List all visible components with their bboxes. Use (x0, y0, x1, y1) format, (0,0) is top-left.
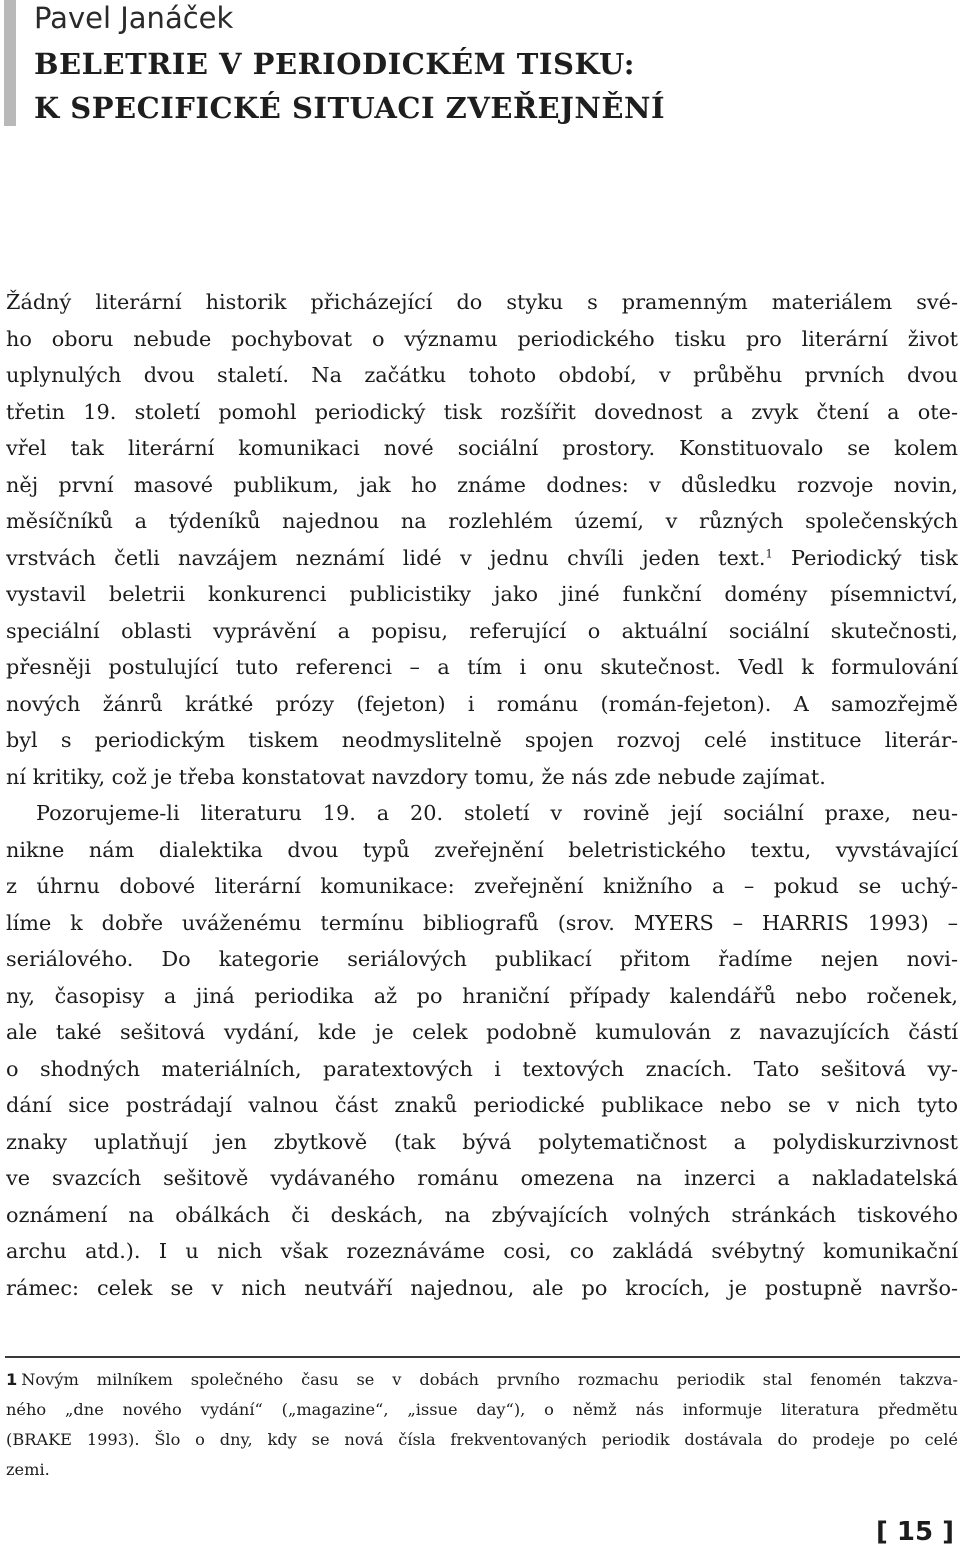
article-header (34, 0, 950, 130)
text-line: ale také sešitová vydání, kde je celek podobně kumulován z navazujících částí (6, 1020, 958, 1044)
paragraph (6, 795, 958, 1306)
text-line: vřel tak literární komunikaci nové sociální prostory. Konstituovalo se kolem (6, 436, 958, 460)
text-line: znaky uplatňují jen zbytkově (tak bývá polytematičnost a polydiskurzivnost (6, 1129, 958, 1154)
header-accent-bar (4, 0, 16, 126)
text-line: ny, časopisy a jiná periodika až po hraniční případy kalendářů nebo ročenek, (6, 983, 958, 1008)
footnote-line: ného „dne nového vydání“ („magazine“, „issue day“), o němž nás informuje literatura předmětu (6, 1400, 958, 1419)
footnote-line: zemi. (6, 1460, 50, 1479)
text-line: líme k dobře uváženému termínu bibliografů (srov. MYERS – HARRIS 1993) – (6, 910, 958, 935)
text-line: Pozorujeme-li literaturu 19. a 20. století v rovině její sociální praxe, neu- (36, 801, 958, 825)
text-segment: vrstvách četli navzájem neznámí lidé v jednu chvíli jeden text. (6, 545, 766, 570)
text-line: vystavil beletrii konkurenci publicistiky jako jiné funkční domény písemnictví, (6, 582, 958, 606)
text-line: přesněji postulující tuto referenci – a tím i onu skutečnost. Vedl k formulování (6, 655, 958, 679)
title-line: BELETRIE V PERIODICKÉM TISKU: (34, 47, 636, 81)
footnote-text: Novým milníkem společného času se v dobách prvního rozmachu periodik stal fenomén takzva- (21, 1370, 958, 1389)
footnote-line: (BRAKE 1993). Šlo o dny, kdy se nová čísla frekventovaných periodik dostávala do prodeje po celé (6, 1430, 958, 1449)
text-line: seriálového. Do kategorie seriálových publikací přitom řadíme nejen novi- (6, 947, 958, 971)
footnote-reference[interactable]: 1 (765, 546, 773, 561)
text-line: ní kritiky, což je třeba konstatovat navzdory tomu, že nás zde nebude zajímat. (6, 764, 826, 789)
text-line: archu atd.). I u nich však rozeznáváme cosi, co zakládá svébytný komunikační (6, 1239, 958, 1263)
page-number: [ 15 ] (875, 1517, 954, 1547)
article-body (6, 284, 958, 1306)
text-line: něj první masové publikum, jak ho známe dodnes: v důsledku rozvoje novin, (6, 472, 958, 497)
text-line: z úhrnu dobové literární komunikace: zveřejnění knižního a – pokud se uchý- (6, 874, 958, 898)
text-line: Žádný literární historik přicházející do styku s pramenným materiálem své- (6, 290, 958, 314)
text-line (6, 540, 958, 577)
text-line: ho oboru nebude pochybovat o významu periodického tisku pro literární život (6, 326, 958, 351)
text-segment: Periodický tisk (772, 545, 958, 570)
author-name: Pavel Janáček (34, 1, 234, 35)
text-line: byl s periodickým tiskem neodmyslitelně spojen rozvoj celé instituce literár- (6, 728, 958, 752)
text-line: třetin 19. století pomohl periodický tisk rozšířit dovednost a zvyk čtení a ote- (6, 399, 958, 424)
footnote-divider (5, 1356, 960, 1358)
text-line: dání sice postrádají valnou část znaků periodické publikace nebo se v nich tyto (6, 1093, 958, 1117)
text-line: oznámení na obálkách či deskách, na zbývajících volných stránkách tiskového (6, 1202, 958, 1227)
text-line: o shodných materiálních, paratextových i textových znacích. Tato sešitová vy- (6, 1056, 958, 1081)
text-line: měsíčníků a týdeníků najednou na rozlehlém území, v různých společenských (6, 509, 958, 533)
text-line: nových žánrů krátké prózy (fejeton) i románu (román-fejeton). A samozřejmě (6, 691, 958, 716)
footnote-line (6, 1365, 958, 1395)
text-line: speciální oblasti vyprávění a popisu, referující o aktuální sociální skutečnosti, (6, 618, 958, 643)
footnote-number: 1 (6, 1370, 18, 1389)
text-line: nikne nám dialektika dvou typů zveřejnění beletristického textu, vyvstávající (6, 837, 958, 862)
paragraph (6, 284, 958, 795)
text-line: uplynulých dvou staletí. Na začátku tohoto období, v průběhu prvních dvou (6, 363, 958, 387)
title-line: K SPECIFICKÉ SITUACI ZVEŘEJNĚNÍ (34, 91, 666, 125)
text-line: ve svazcích sešitově vydávaného románu omezena na inzerci a nakladatelská (6, 1166, 958, 1190)
footnotes (6, 1365, 958, 1485)
text-line: rámec: celek se v nich neutváří najednou, ale po krocích, je postupně navršo- (6, 1275, 958, 1300)
article-title (34, 42, 950, 130)
